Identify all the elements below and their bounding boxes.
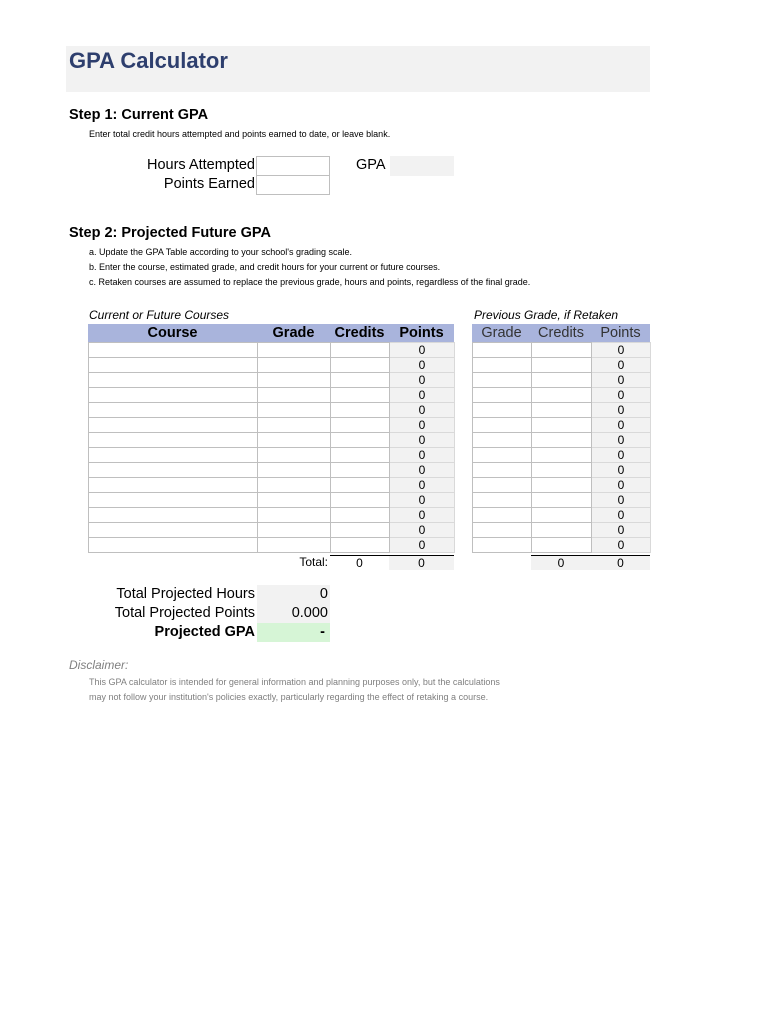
table-row — [89, 538, 455, 553]
retake-grade-cell[interactable] — [473, 463, 532, 478]
credits-cell[interactable] — [331, 388, 390, 403]
table-row — [473, 403, 651, 418]
header-course: Course — [147, 325, 198, 341]
credits-cell[interactable] — [331, 538, 390, 553]
grade-cell[interactable] — [258, 448, 331, 463]
grade-cell[interactable] — [258, 433, 331, 448]
table-row — [89, 493, 455, 508]
table-row — [89, 523, 455, 538]
page-title: GPA Calculator — [69, 48, 228, 73]
total-projected-points-value: 0.000 — [257, 604, 330, 623]
retake-grade-cell[interactable] — [473, 403, 532, 418]
current-courses-caption: Current or Future Courses — [89, 308, 230, 322]
retake-grade-cell[interactable] — [473, 433, 532, 448]
retake-points-cell: 0 — [592, 478, 651, 493]
points-cell: 0 — [390, 403, 455, 418]
hours-attempted-label: Hours Attempted — [147, 157, 255, 173]
retake-credits-cell[interactable] — [532, 358, 592, 373]
retake-grade-cell[interactable] — [473, 478, 532, 493]
retake-credits-cell[interactable] — [532, 538, 592, 553]
disclaimer-heading: Disclaimer: — [69, 658, 129, 672]
retake-credits-cell[interactable] — [532, 343, 592, 358]
table-row — [89, 373, 455, 388]
retake-points-cell: 0 — [592, 448, 651, 463]
total-points: 0 — [389, 556, 454, 570]
grade-cell[interactable] — [258, 418, 331, 433]
step2-note-c: c. Retaken courses are assumed to replace the previous grade, hours and points, regardless of the final grade. — [89, 277, 531, 287]
points-cell: 0 — [390, 448, 455, 463]
credits-cell[interactable] — [331, 508, 390, 523]
table-row — [473, 508, 651, 523]
grade-cell[interactable] — [258, 508, 331, 523]
points-cell: 0 — [390, 493, 455, 508]
points-cell: 0 — [390, 388, 455, 403]
course-cell[interactable] — [89, 358, 258, 373]
step1-heading: Step 1: Current GPA — [69, 107, 209, 123]
retake-points-cell: 0 — [592, 418, 651, 433]
grade-cell[interactable] — [258, 523, 331, 538]
points-cell: 0 — [390, 478, 455, 493]
grade-cell[interactable] — [258, 463, 331, 478]
credits-cell[interactable] — [331, 343, 390, 358]
table-row — [473, 343, 651, 358]
table-row — [89, 448, 455, 463]
course-cell[interactable] — [89, 508, 258, 523]
table-row — [89, 358, 455, 373]
retake-credits-cell[interactable] — [532, 418, 592, 433]
grade-cell[interactable] — [258, 493, 331, 508]
retake-grade-cell[interactable] — [473, 448, 532, 463]
retake-grade-cell[interactable] — [473, 373, 532, 388]
retake-points-cell: 0 — [592, 433, 651, 448]
total-projected-points-label: Total Projected Points — [114, 605, 255, 621]
grade-cell[interactable] — [258, 403, 331, 418]
hours-attempted-input[interactable] — [256, 156, 330, 176]
step2-heading: Step 2: Projected Future GPA — [69, 225, 271, 241]
course-cell[interactable] — [89, 403, 258, 418]
total-projected-hours-value: 0 — [257, 585, 330, 604]
course-cell[interactable] — [89, 388, 258, 403]
retake-grade-cell[interactable] — [473, 538, 532, 553]
step2-note-a: a. Update the GPA Table according to your school's grading scale. — [89, 247, 353, 257]
retake-points-cell: 0 — [592, 538, 651, 553]
retake-points-cell: 0 — [592, 493, 651, 508]
retake-credits-cell[interactable] — [532, 463, 592, 478]
projected-gpa-value: - — [257, 623, 330, 642]
points-cell: 0 — [390, 373, 455, 388]
retake-caption: Previous Grade, if Retaken — [474, 308, 619, 322]
retake-credits-cell[interactable] — [532, 523, 592, 538]
retake-grade-cell[interactable] — [473, 418, 532, 433]
table-row — [89, 343, 455, 358]
points-earned-input[interactable] — [256, 175, 330, 195]
retake-credits-cell[interactable] — [532, 448, 592, 463]
points-cell: 0 — [390, 508, 455, 523]
retake-grade-cell[interactable] — [473, 343, 532, 358]
credits-cell[interactable] — [331, 373, 390, 388]
retake-credits-cell[interactable] — [532, 508, 592, 523]
grade-cell[interactable] — [258, 478, 331, 493]
grade-cell[interactable] — [258, 373, 331, 388]
credits-cell[interactable] — [331, 418, 390, 433]
current-courses-table — [88, 342, 455, 553]
retake-credits-cell[interactable] — [532, 478, 592, 493]
projected-gpa-label: Projected GPA — [154, 624, 255, 640]
retake-courses-table — [472, 342, 651, 553]
course-cell[interactable] — [89, 523, 258, 538]
header-grade: Grade — [272, 325, 315, 341]
table-row — [89, 388, 455, 403]
table-row — [473, 418, 651, 433]
points-cell: 0 — [390, 433, 455, 448]
header-credits: Credits — [334, 325, 385, 341]
retake-grade-cell[interactable] — [473, 523, 532, 538]
retake-total-credits: 0 — [531, 556, 591, 570]
retake-points-cell: 0 — [592, 343, 651, 358]
table-row — [89, 463, 455, 478]
course-cell[interactable] — [89, 343, 258, 358]
table-row — [473, 478, 651, 493]
total-projected-hours-label: Total Projected Hours — [116, 586, 255, 602]
points-cell: 0 — [390, 463, 455, 478]
step2-note-b: b. Enter the course, estimated grade, and credit hours for your current or future courses. — [89, 262, 441, 272]
disclaimer-line-2: may not follow your institution's policies exactly, particularly regarding the effect of retaking a course. — [89, 692, 489, 702]
course-cell[interactable] — [89, 433, 258, 448]
current-gpa-value — [390, 156, 454, 176]
grade-cell[interactable] — [258, 358, 331, 373]
table-row — [89, 478, 455, 493]
course-cell[interactable] — [89, 418, 258, 433]
retake-credits-cell[interactable] — [532, 403, 592, 418]
total-credits: 0 — [356, 556, 363, 570]
credits-cell[interactable] — [331, 523, 390, 538]
table-row — [89, 508, 455, 523]
points-earned-label: Points Earned — [163, 176, 255, 192]
course-cell[interactable] — [89, 463, 258, 478]
retake-header-grade: Grade — [481, 325, 522, 341]
grade-cell[interactable] — [258, 538, 331, 553]
table-row — [473, 373, 651, 388]
points-cell: 0 — [390, 523, 455, 538]
table-row — [473, 433, 651, 448]
retake-credits-cell[interactable] — [532, 433, 592, 448]
course-cell[interactable] — [89, 493, 258, 508]
table-row — [473, 448, 651, 463]
total-label: Total: — [299, 555, 328, 569]
grade-cell[interactable] — [258, 343, 331, 358]
table-row — [89, 418, 455, 433]
credits-cell[interactable] — [331, 358, 390, 373]
retake-grade-cell[interactable] — [473, 358, 532, 373]
course-cell[interactable] — [89, 538, 258, 553]
retake-grade-cell[interactable] — [473, 493, 532, 508]
disclaimer-line-1: This GPA calculator is intended for general information and planning purposes only, but the calculations — [89, 677, 500, 687]
credits-cell[interactable] — [331, 478, 390, 493]
retake-points-cell: 0 — [592, 358, 651, 373]
points-cell: 0 — [390, 358, 455, 373]
retake-points-cell: 0 — [592, 403, 651, 418]
credits-cell[interactable] — [331, 403, 390, 418]
credits-cell[interactable] — [331, 463, 390, 478]
retake-points-cell: 0 — [592, 523, 651, 538]
table-row — [473, 538, 651, 553]
points-cell: 0 — [390, 343, 455, 358]
points-cell: 0 — [390, 418, 455, 433]
credits-cell[interactable] — [331, 433, 390, 448]
retake-grade-cell[interactable] — [473, 508, 532, 523]
retake-points-cell: 0 — [592, 388, 651, 403]
retake-credits-cell[interactable] — [532, 493, 592, 508]
credits-cell[interactable] — [331, 493, 390, 508]
header-points: Points — [399, 325, 444, 341]
table-row — [89, 403, 455, 418]
table-row — [89, 433, 455, 448]
retake-header-credits: Credits — [538, 325, 584, 341]
table-row — [473, 493, 651, 508]
course-cell[interactable] — [89, 373, 258, 388]
retake-header-points: Points — [600, 325, 641, 341]
retake-credits-cell[interactable] — [532, 373, 592, 388]
credits-cell[interactable] — [331, 448, 390, 463]
table-row — [473, 358, 651, 373]
table-row — [473, 388, 651, 403]
points-cell: 0 — [390, 538, 455, 553]
table-row — [473, 463, 651, 478]
retake-total-points: 0 — [591, 556, 650, 570]
course-cell[interactable] — [89, 478, 258, 493]
retake-points-cell: 0 — [592, 508, 651, 523]
retake-credits-cell[interactable] — [532, 388, 592, 403]
grade-cell[interactable] — [258, 388, 331, 403]
step1-instruction: Enter total credit hours attempted and points earned to date, or leave blank. — [89, 129, 391, 139]
retake-points-cell: 0 — [592, 373, 651, 388]
course-cell[interactable] — [89, 448, 258, 463]
table-row — [473, 523, 651, 538]
retake-points-cell: 0 — [592, 463, 651, 478]
retake-grade-cell[interactable] — [473, 388, 532, 403]
gpa-label: GPA — [356, 157, 386, 173]
